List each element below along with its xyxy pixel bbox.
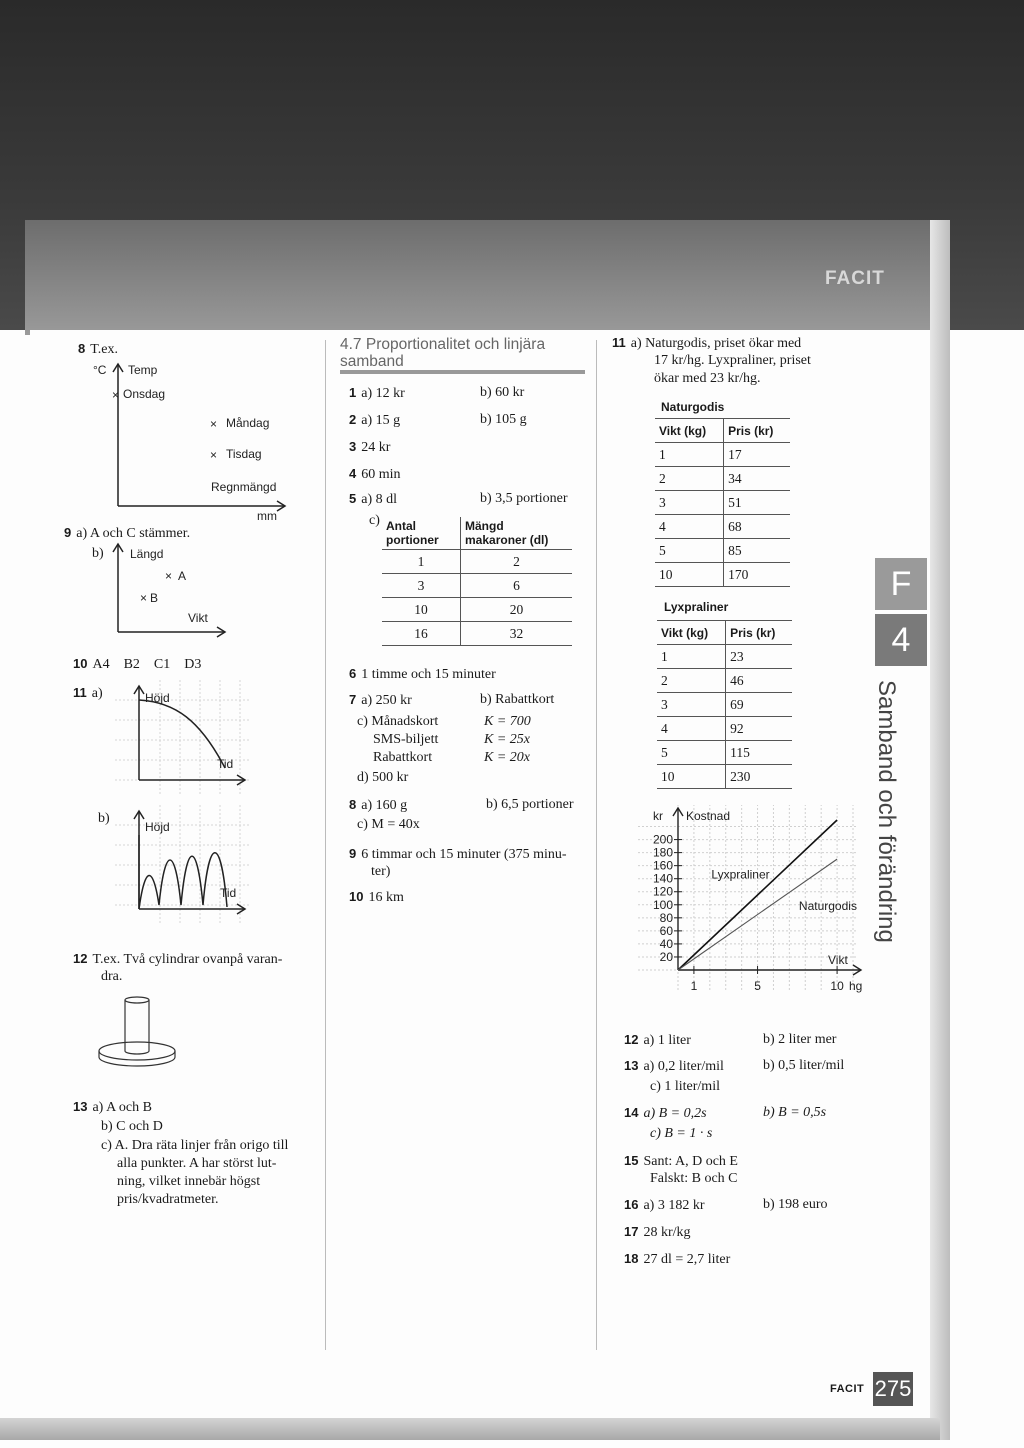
q11-text: 11 a) xyxy=(73,685,103,701)
q8-point-mandag: Måndag xyxy=(226,416,270,430)
c2-q8-a: 8 a) 160 g xyxy=(349,797,408,813)
c2-q7-c3: Rabattkort xyxy=(373,750,433,765)
q9-x-label: Vikt xyxy=(188,611,208,625)
c3-q16-b: b) 198 euro xyxy=(763,1197,828,1212)
c3-q13-b: b) 0,5 liter/mil xyxy=(763,1058,845,1073)
two-cylinders-figure xyxy=(95,995,205,1075)
c2-q8-c: c) M = 40x xyxy=(357,817,420,832)
y-axis-label: Kostnad xyxy=(686,809,731,823)
q11a-y-label: Höjd xyxy=(145,691,170,705)
page-title: FACIT xyxy=(825,268,885,289)
footer-label: FACIT xyxy=(830,1383,865,1395)
page-number: 275 xyxy=(873,1372,913,1406)
c2-q9: 9 6 timmar och 15 minuter (375 minu- xyxy=(349,846,567,862)
x-tick-label: 10 xyxy=(830,979,844,993)
c2-q7-c: c) Månadskort xyxy=(357,714,439,729)
c3-q15-a: 15 Sant: A, D och E xyxy=(624,1153,738,1169)
c2-q6: 6 1 timme och 15 minuter xyxy=(349,666,496,682)
svg-text:×: × xyxy=(112,388,120,402)
section-title: 4.7 Proportionalitet och linjära samband xyxy=(340,336,546,370)
x-axis-label: Vikt xyxy=(828,953,848,967)
y-tick-label: 60 xyxy=(659,923,673,938)
q9-text: 9 a) A och C stämmer. xyxy=(64,525,191,541)
c3-q14-a: 14 a) B = 0,2s xyxy=(624,1105,707,1121)
page-header-band xyxy=(25,220,945,335)
q12-text-line2: dra. xyxy=(101,969,123,984)
table-header: Mängd makaroner (dl) xyxy=(461,517,573,550)
c2-q7-b: b) Rabattkort xyxy=(480,692,555,707)
q13-b: b) C och D xyxy=(101,1119,163,1134)
table-row: 3 69 xyxy=(657,693,792,717)
table-header-row: Vikt (kg) Pris (kr) xyxy=(655,419,790,443)
y-tick-label: 100 xyxy=(652,897,673,912)
y-tick-label: 160 xyxy=(652,858,673,873)
table-row: 1 23 xyxy=(657,645,792,669)
table-row: 10 230 xyxy=(657,765,792,789)
q5-table xyxy=(382,517,572,646)
y-tick-label: 140 xyxy=(652,871,673,886)
section-title-bar xyxy=(340,370,585,374)
y-tick-label: 200 xyxy=(652,832,673,847)
y-tick-label: 120 xyxy=(652,884,673,899)
q8-y-label: Temp xyxy=(128,363,158,377)
svg-text:×: × xyxy=(210,448,218,462)
c2-q3: 3 24 kr xyxy=(349,439,391,455)
c2-q2: 2 a) 15 g xyxy=(349,412,401,428)
c2-q4: 4 60 min xyxy=(349,466,401,482)
q9-graph xyxy=(110,540,240,640)
c3-q11-a1: 11 a) Naturgodis, priset ökar med xyxy=(612,335,802,351)
table-header-row: Vikt (kg) Pris (kr) xyxy=(657,621,792,645)
c2-q7-c2: SMS-biljett xyxy=(373,732,439,747)
q13-c2: alla punkter. A har störst lut- xyxy=(117,1156,277,1171)
c2-q5-b: b) 3,5 portioner xyxy=(480,491,568,506)
column-divider xyxy=(596,340,597,1350)
table-header-row xyxy=(382,517,572,550)
q11a-graph xyxy=(115,680,255,800)
column-divider xyxy=(325,340,326,1350)
c2-q7-d: d) 500 kr xyxy=(357,770,409,785)
c2-q7-k1: K = 700 xyxy=(484,714,531,729)
q8-point-tisdag: Tisdag xyxy=(226,447,262,461)
q11b-graph xyxy=(115,805,255,930)
c3-q16-a: 16 a) 3 182 kr xyxy=(624,1197,705,1213)
c3-q14-b: b) B = 0,5s xyxy=(763,1105,827,1120)
q8-text: 8 T.ex. xyxy=(78,341,118,357)
table-row: 16 32 xyxy=(382,622,572,646)
price-chart xyxy=(620,800,865,1015)
q9-b-label: b) xyxy=(92,546,104,561)
table-row: 4 68 xyxy=(655,515,790,539)
c3-q18: 18 27 dl = 2,7 liter xyxy=(624,1251,731,1267)
c3-q14-c: c) B = 1 · s xyxy=(650,1126,713,1141)
q11b-y-label: Höjd xyxy=(145,820,170,834)
y-tick-label: 80 xyxy=(659,910,673,925)
q9-y-label: Längd xyxy=(130,547,164,561)
c2-q1: 1 a) 12 kr xyxy=(349,385,405,401)
table-row: 3 51 xyxy=(655,491,790,515)
x-tick-label: 5 xyxy=(754,979,761,993)
q8-x-unit: mm xyxy=(257,509,277,523)
c3-q12-b: b) 2 liter mer xyxy=(763,1032,837,1047)
naturgodis-table xyxy=(655,418,790,587)
series-line-lyxpraliner xyxy=(678,820,837,970)
series-label: Naturgodis xyxy=(798,899,857,913)
y-unit-label: kr xyxy=(653,809,663,823)
table-row: 10 170 xyxy=(655,563,790,587)
side-tab-chapter: 4 xyxy=(875,614,927,666)
side-tab-text: Samband och förändring xyxy=(873,680,900,943)
lyxpraliner-table-title: Lyxpraliner xyxy=(664,600,729,614)
q8-y-unit: °C xyxy=(93,363,107,377)
side-tab-letter: F xyxy=(875,558,927,610)
table-row: 4 92 xyxy=(657,717,792,741)
table-row: 5 115 xyxy=(657,741,792,765)
q10-text: 10 A4 B2 C1 D3 xyxy=(73,656,202,672)
c2-q7-k3: K = 20x xyxy=(484,750,530,765)
y-tick-label: 40 xyxy=(659,936,673,951)
c2-q5: 5 a) 8 dl xyxy=(349,491,397,507)
q11b-x-label: Tid xyxy=(220,886,237,900)
c2-q8-b: b) 6,5 portioner xyxy=(486,797,574,812)
svg-text:×: × xyxy=(210,417,218,431)
series-label: Lyxpraliner xyxy=(711,867,770,882)
svg-text:×: × xyxy=(165,569,173,583)
q13-c1: c) A. Dra räta linjer från origo till xyxy=(101,1138,289,1153)
table-row: 2 46 xyxy=(657,669,792,693)
table-row: 1 2 xyxy=(382,550,572,574)
y-tick-label: 20 xyxy=(659,949,673,964)
q8-x-label: Regnmängd xyxy=(211,480,277,494)
c2-q7-a: 7 a) 250 kr xyxy=(349,692,412,708)
table-row: 2 34 xyxy=(655,467,790,491)
q8-graph xyxy=(85,358,305,523)
c3-q15-b: Falskt: B och C xyxy=(650,1171,738,1186)
c3-q12-a: 12 a) 1 liter xyxy=(624,1032,691,1048)
q9-point-b: B xyxy=(150,591,159,605)
table-row: 1 17 xyxy=(655,443,790,467)
chart-series xyxy=(678,820,837,970)
naturgodis-table-title: Naturgodis xyxy=(661,400,725,414)
table-row: 10 20 xyxy=(382,598,572,622)
svg-text:×: × xyxy=(140,591,148,605)
q13-a: 13 a) A och B xyxy=(73,1099,152,1115)
c2-q10: 10 16 km xyxy=(349,889,404,905)
x-unit-label: hg xyxy=(849,979,863,993)
c3-q13-c: c) 1 liter/mil xyxy=(650,1079,720,1094)
c2-q5-c: c) xyxy=(369,513,380,528)
table-header: Antal portioner xyxy=(382,517,461,550)
q11a-x-label: Tid xyxy=(217,757,234,771)
book-edge xyxy=(930,220,950,1440)
y-tick-label: 180 xyxy=(652,845,673,860)
q13-c3: ning, vilket innebär högst xyxy=(117,1174,261,1189)
c3-q17: 17 28 kr/kg xyxy=(624,1224,691,1240)
lyxpraliner-table xyxy=(657,620,792,789)
q8-point-onsdag: Onsdag xyxy=(123,387,166,401)
q12-text: 12 T.ex. Två cylindrar ovanpå varan- xyxy=(73,951,283,967)
x-tick-label: 1 xyxy=(690,979,698,993)
q11-b-label: b) xyxy=(98,811,110,826)
q13-c4: pris/kvadratmeter. xyxy=(117,1192,219,1207)
scan-bottom-edge xyxy=(0,1418,940,1440)
c2-q1-b: b) 60 kr xyxy=(480,385,525,400)
c2-q2-b: b) 105 g xyxy=(480,412,527,427)
q9-point-a: A xyxy=(178,569,187,583)
c2-q7-k2: K = 25x xyxy=(484,732,530,747)
table-row: 5 85 xyxy=(655,539,790,563)
table-row: 3 6 xyxy=(382,574,572,598)
c3-q11-a2: 17 kr/hg. Lyxpraliner, priset xyxy=(654,353,811,368)
c3-q13-a: 13 a) 0,2 liter/mil xyxy=(624,1058,724,1074)
c3-q11-a3: ökar med 23 kr/hg. xyxy=(654,371,761,386)
c2-q9-2: ter) xyxy=(371,864,391,879)
